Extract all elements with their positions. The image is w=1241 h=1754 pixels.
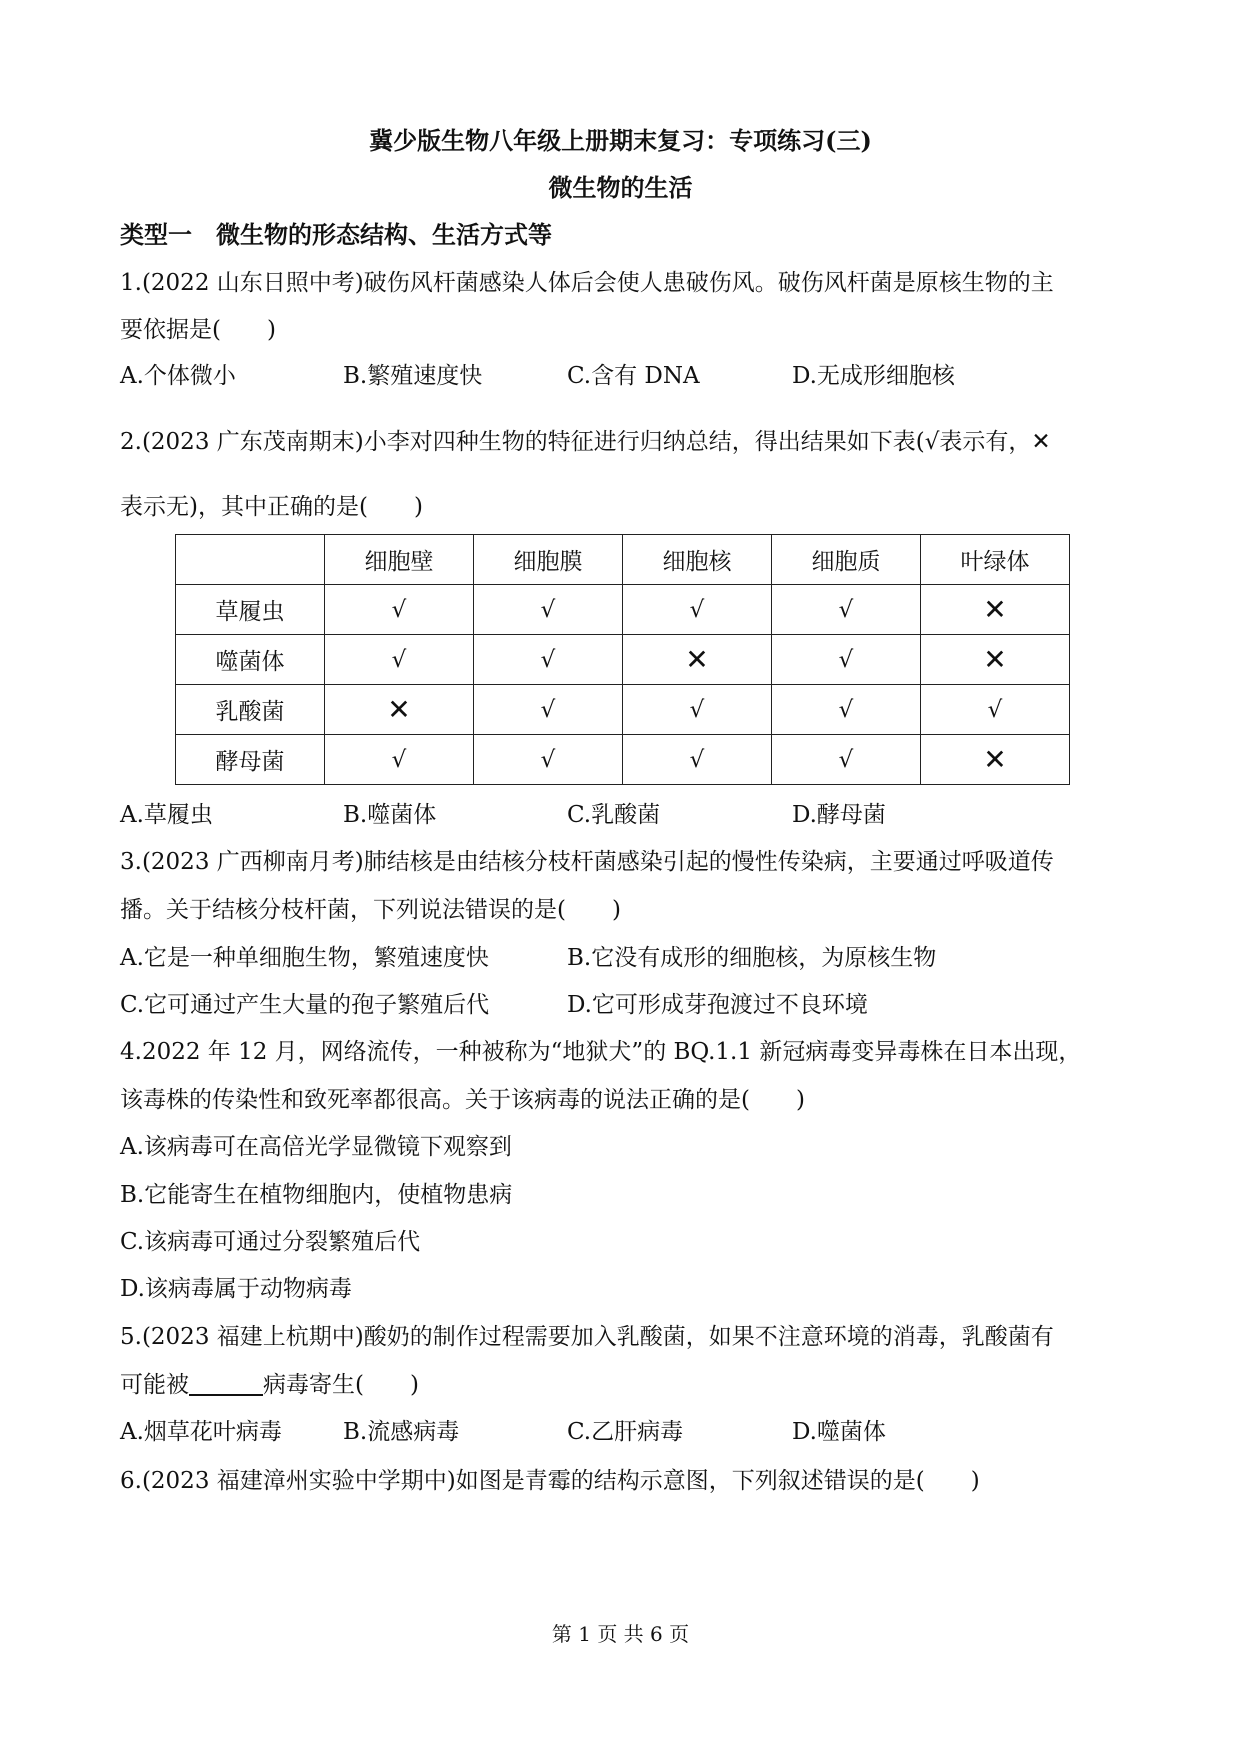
table-cell: ✕ bbox=[623, 635, 772, 685]
question-2-option-c: C.乳酸菌 bbox=[567, 802, 661, 828]
question-5-option-d: D.噬菌体 bbox=[792, 1419, 886, 1445]
answer-blank bbox=[189, 1370, 263, 1396]
question-2-option-b: B.噬菌体 bbox=[343, 802, 437, 828]
table-cell: ✕ bbox=[325, 685, 474, 735]
table-header-cell: 细胞质 bbox=[772, 535, 921, 585]
question-4-option-d: D.该病毒属于动物病毒 bbox=[120, 1276, 352, 1302]
question-1-option-d: D.无成形细胞核 bbox=[792, 363, 955, 389]
table-cell: √ bbox=[772, 685, 921, 735]
table-cell: √ bbox=[921, 685, 1070, 735]
question-5-line-1: 5.(2023 福建上杭期中)酸奶的制作过程需要加入乳酸菌，如果不注意环境的消毒，乳酸菌有 bbox=[120, 1324, 1054, 1350]
question-2-line-1: 2.(2023 广东茂南期末)小李对四种生物的特征进行归纳总结，得出结果如下表(√表示有，✕ bbox=[120, 429, 1051, 455]
table-cell: √ bbox=[325, 635, 474, 685]
question-5-text-before-blank: 可能被 bbox=[120, 1372, 189, 1398]
table-cell: √ bbox=[623, 585, 772, 635]
table-cell: √ bbox=[623, 735, 772, 785]
question-5-option-a: A.烟草花叶病毒 bbox=[120, 1419, 282, 1445]
question-2-option-a: A.草履虫 bbox=[120, 802, 213, 828]
question-4-line-1: 4.2022 年 12 月，网络流传，一种被称为“地狱犬”的 BQ.1.1 新冠病毒变异毒株在日本出现， bbox=[120, 1039, 1082, 1065]
table-header-cell bbox=[176, 535, 325, 585]
document-subtitle: 微生物的生活 bbox=[548, 173, 693, 202]
table-cell: √ bbox=[325, 735, 474, 785]
document-title: 冀少版生物八年级上册期末复习：专项练习(三) bbox=[369, 126, 872, 155]
table-row-label: 草履虫 bbox=[176, 585, 325, 635]
question-1-line-2: 要依据是( ) bbox=[120, 317, 276, 343]
table-row-label: 噬菌体 bbox=[176, 635, 325, 685]
question-5-line-2 bbox=[120, 1366, 1130, 1399]
question-4-option-b: B.它能寄生在植物细胞内，使植物患病 bbox=[120, 1182, 513, 1208]
table-cell: √ bbox=[474, 585, 623, 635]
table-cell: √ bbox=[623, 685, 772, 735]
question-4-line-2: 该毒株的传染性和致死率都很高。关于该病毒的说法正确的是( ) bbox=[120, 1087, 805, 1113]
table-header-row bbox=[176, 535, 1070, 585]
question-2-line-2: 表示无)，其中正确的是( ) bbox=[120, 494, 423, 520]
table-cell: √ bbox=[474, 635, 623, 685]
table-cell: √ bbox=[772, 735, 921, 785]
table-header-cell: 细胞核 bbox=[623, 535, 772, 585]
section-heading: 类型一 微生物的形态结构、生活方式等 bbox=[120, 220, 552, 249]
question-1-option-b: B.繁殖速度快 bbox=[343, 363, 483, 389]
table-header-cell: 细胞壁 bbox=[325, 535, 474, 585]
table-cell: √ bbox=[474, 685, 623, 735]
question-1-option-a: A.个体微小 bbox=[120, 363, 236, 389]
question-3-line-2: 播。关于结核分枝杆菌，下列说法错误的是( ) bbox=[120, 897, 621, 923]
question-2-option-d: D.酵母菌 bbox=[792, 802, 886, 828]
table-cell: √ bbox=[772, 635, 921, 685]
table-row-label: 酵母菌 bbox=[176, 735, 325, 785]
table-row bbox=[176, 635, 1070, 685]
table-cell: ✕ bbox=[921, 585, 1070, 635]
question-5-option-b: B.流感病毒 bbox=[343, 1419, 460, 1445]
table-cell: √ bbox=[325, 585, 474, 635]
table-cell: ✕ bbox=[921, 735, 1070, 785]
question-5-text-after-blank: 病毒寄生( ) bbox=[263, 1372, 419, 1398]
table-row bbox=[176, 585, 1070, 635]
question-6-line-1: 6.(2023 福建漳州实验中学期中)如图是青霉的结构示意图，下列叙述错误的是( ) bbox=[120, 1468, 980, 1494]
table-cell: √ bbox=[474, 735, 623, 785]
question-5-option-c: C.乙肝病毒 bbox=[567, 1419, 684, 1445]
question-3-option-b: B.它没有成形的细胞核，为原核生物 bbox=[567, 945, 937, 971]
question-4-option-c: C.该病毒可通过分裂繁殖后代 bbox=[120, 1229, 421, 1255]
question-3-option-d: D.它可形成芽孢渡过不良环境 bbox=[567, 992, 868, 1018]
question-3-line-1: 3.(2023 广西柳南月考)肺结核是由结核分枝杆菌感染引起的慢性传染病，主要通过呼吸道传 bbox=[120, 849, 1054, 875]
table-cell: ✕ bbox=[921, 635, 1070, 685]
table-header-cell: 叶绿体 bbox=[921, 535, 1070, 585]
table-cell: √ bbox=[772, 585, 921, 635]
table-row bbox=[176, 735, 1070, 785]
organism-feature-table bbox=[175, 534, 1070, 785]
table-row-label: 乳酸菌 bbox=[176, 685, 325, 735]
question-3-option-c: C.它可通过产生大量的孢子繁殖后代 bbox=[120, 992, 490, 1018]
table-header-cell: 细胞膜 bbox=[474, 535, 623, 585]
page-number-footer: 第 1 页 共 6 页 bbox=[551, 1622, 690, 1646]
question-1-line-1: 1.(2022 山东日照中考)破伤风杆菌感染人体后会使人患破伤风。破伤风杆菌是原核生物的主 bbox=[120, 270, 1054, 296]
question-1-option-c: C.含有 DNA bbox=[567, 363, 700, 389]
question-4-option-a: A.该病毒可在高倍光学显微镜下观察到 bbox=[120, 1134, 512, 1160]
table-row bbox=[176, 685, 1070, 735]
question-3-option-a: A.它是一种单细胞生物，繁殖速度快 bbox=[120, 945, 489, 971]
